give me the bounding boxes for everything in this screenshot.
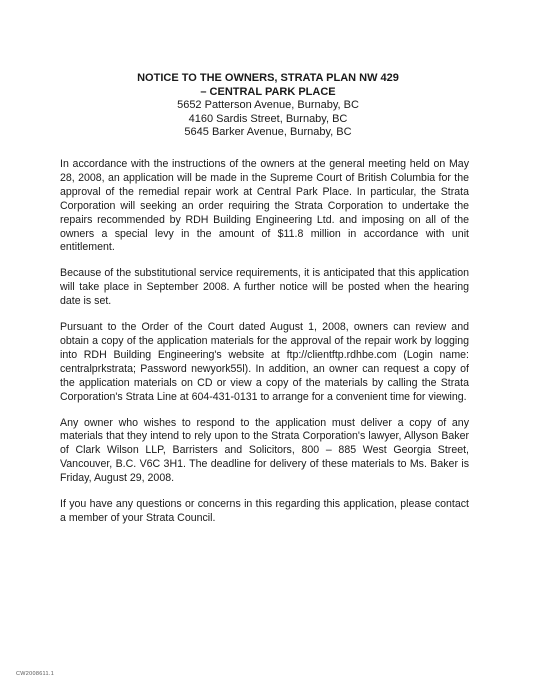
notice-title-line-1: NOTICE TO THE OWNERS, STRATA PLAN NW 429	[137, 72, 399, 84]
document-code: CW2008611.1	[16, 671, 55, 677]
paragraph-response-deadline: Any owner who wishes to respond to the application must deliver a copy of any materials that they intend to rely upon to the Strata Corporation's lawyer, Allyson Baker of Clark Wilson LLP, Barristers and Solicitors, 800 – 885 West Georgia Street, Vancouver, B.C. V6C 3H1. The deadline for delivery of these materials to Ms. Baker is Friday, August 29, 2008.	[60, 416, 469, 485]
address-line-1: 5652 Patterson Avenue, Burnaby, BC	[177, 99, 359, 111]
paragraph-application: In accordance with the instructions of the owners at the general meeting held on May 28, 2008, an application will be made in the Supreme Court of British Columbia for the approval of the remedial repair work at Central Park Place. In particular, the Strata Corporation will seeking an order requiring the Strata Corporation to undertake the repairs recommended by RDH Building Engineering Ltd. and imposing on all of the owners a special levy in the amount of $11.8 million in accordance with unit entitlement.	[60, 158, 469, 254]
address-line-3: 5645 Barker Avenue, Burnaby, BC	[184, 126, 352, 138]
paragraph-contact: If you have any questions or concerns in this regarding this application, please contact a member of your Strata Council.	[60, 498, 469, 524]
notice-title-line-2: – CENTRAL PARK PLACE	[200, 85, 336, 98]
notice-body	[60, 158, 469, 538]
address-line-2: 4160 Sardis Street, Burnaby, BC	[188, 112, 348, 125]
paragraph-materials-access: Pursuant to the Order of the Court dated August 1, 2008, owners can review and obtain a copy of the application materials for the approval of the repair work by logging into RDH Building Engineering's website at ftp://clientftp.rdhbe.com (Login name: centralprkstrata; Password newyork55l). In addition, an owner can request a copy of the application materials on CD or view a copy of the materials by calling the Strata Corporation's Strata Line at 604-431-0131 to arrange for a convenient time for viewing.	[60, 321, 469, 403]
notice-header	[60, 72, 476, 140]
paragraph-timing: Because of the substitutional service requirements, it is anticipated that this application will take place in September 2008. A further notice will be posted when the hearing date is set.	[60, 267, 469, 308]
